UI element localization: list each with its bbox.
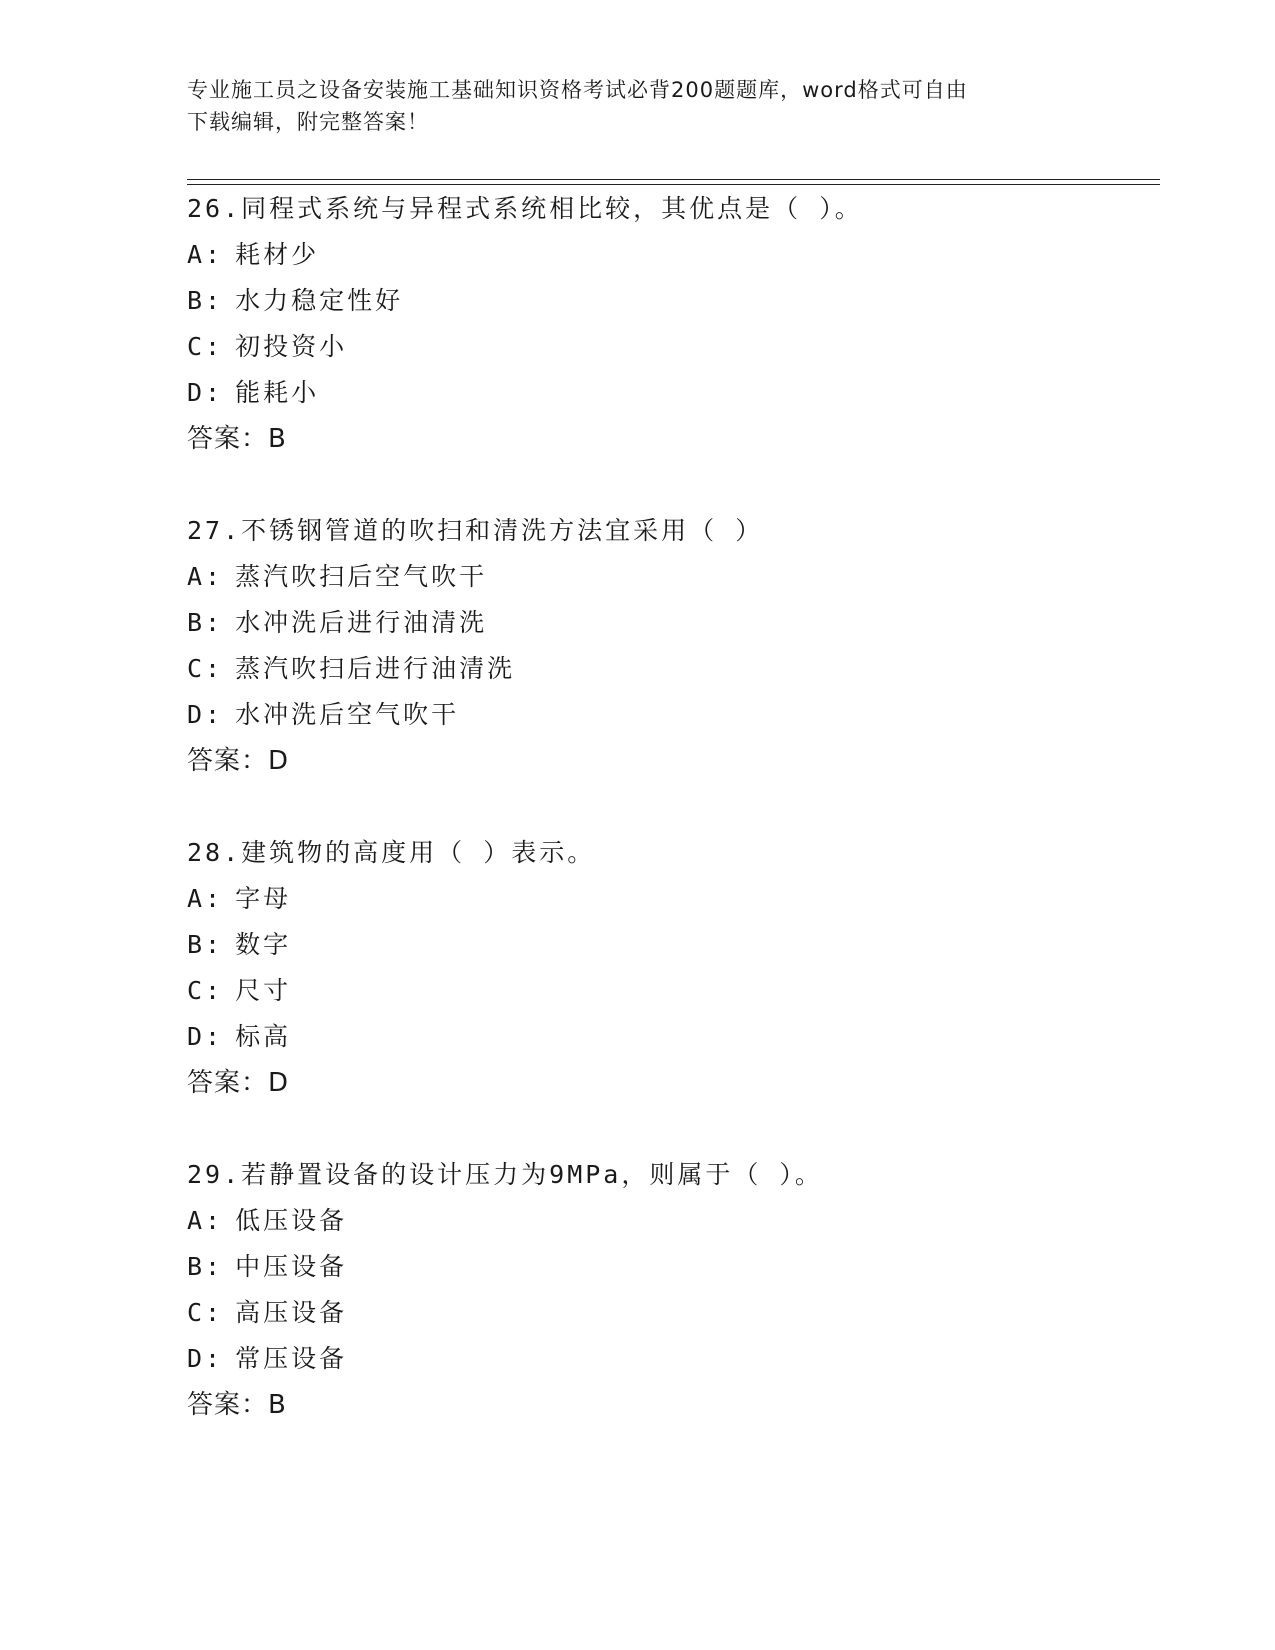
option-b: [187, 922, 1167, 968]
option-d: [187, 1336, 1167, 1382]
option-label: D:: [187, 1022, 224, 1051]
option-text: 中压设备: [235, 1252, 348, 1281]
option-c: [187, 646, 1167, 692]
question-29: [187, 1152, 1167, 1428]
answer-line: 答案：B: [187, 424, 287, 454]
option-text: 标高: [235, 1022, 292, 1051]
option-text: 蒸汽吹扫后进行油清洗: [235, 654, 516, 683]
option-label: B:: [187, 286, 224, 315]
option-a: [187, 1198, 1167, 1244]
header-line-2: 下载编辑，附完整答案！: [187, 110, 429, 134]
option-label: B:: [187, 1252, 224, 1281]
document-header: [187, 74, 1087, 138]
option-text: 水力稳定性好: [235, 286, 404, 315]
option-text: 能耗小: [235, 378, 320, 407]
option-b: [187, 1244, 1167, 1290]
option-label: C:: [187, 1298, 224, 1327]
option-d: [187, 370, 1167, 416]
option-text: 耗材少: [235, 240, 320, 269]
option-text: 初投资小: [235, 332, 348, 361]
option-a: [187, 554, 1167, 600]
option-text: 尺寸: [235, 976, 292, 1005]
option-label: C:: [187, 976, 224, 1005]
option-label: A:: [187, 240, 224, 269]
option-text: 数字: [235, 930, 292, 959]
option-d: [187, 692, 1167, 738]
option-label: D:: [187, 700, 224, 729]
header-divider-bottom: [187, 184, 1160, 185]
header-line-1: 专业施工员之设备安装施工基础知识资格考试必背200题题库，word格式可自由: [187, 78, 968, 102]
question-28: [187, 830, 1167, 1106]
option-label: C:: [187, 654, 224, 683]
option-label: B:: [187, 930, 224, 959]
option-label: A:: [187, 1206, 224, 1235]
question-27: [187, 508, 1167, 784]
option-label: A:: [187, 884, 224, 913]
option-d: [187, 1014, 1167, 1060]
option-text: 水冲洗后空气吹干: [235, 700, 460, 729]
answer-line: 答案：D: [187, 746, 290, 776]
answer-line: 答案：D: [187, 1068, 290, 1098]
question-stem: 28.建筑物的高度用（ ）表示。: [187, 838, 596, 867]
question-stem: 26.同程式系统与异程式系统相比较，其优点是（ ）。: [187, 194, 863, 223]
question-26: [187, 186, 1167, 462]
option-label: C:: [187, 332, 224, 361]
option-text: 水冲洗后进行油清洗: [235, 608, 488, 637]
option-label: D:: [187, 1344, 224, 1373]
option-text: 蒸汽吹扫后空气吹干: [235, 562, 488, 591]
header-divider-top: [187, 179, 1160, 180]
option-label: A:: [187, 562, 224, 591]
option-text: 高压设备: [235, 1298, 348, 1327]
answer-line: 答案：B: [187, 1390, 287, 1420]
option-b: [187, 600, 1167, 646]
option-c: [187, 1290, 1167, 1336]
option-label: B:: [187, 608, 224, 637]
option-text: 常压设备: [235, 1344, 348, 1373]
option-label: D:: [187, 378, 224, 407]
option-text: 低压设备: [235, 1206, 348, 1235]
option-c: [187, 324, 1167, 370]
option-a: [187, 876, 1167, 922]
option-a: [187, 232, 1167, 278]
question-stem: 27.不锈钢管道的吹扫和清洗方法宜采用（ ）: [187, 516, 764, 545]
question-stem: 29.若静置设备的设计压力为9MPa，则属于（ ）。: [187, 1160, 823, 1189]
option-text: 字母: [235, 884, 292, 913]
option-b: [187, 278, 1167, 324]
option-c: [187, 968, 1167, 1014]
